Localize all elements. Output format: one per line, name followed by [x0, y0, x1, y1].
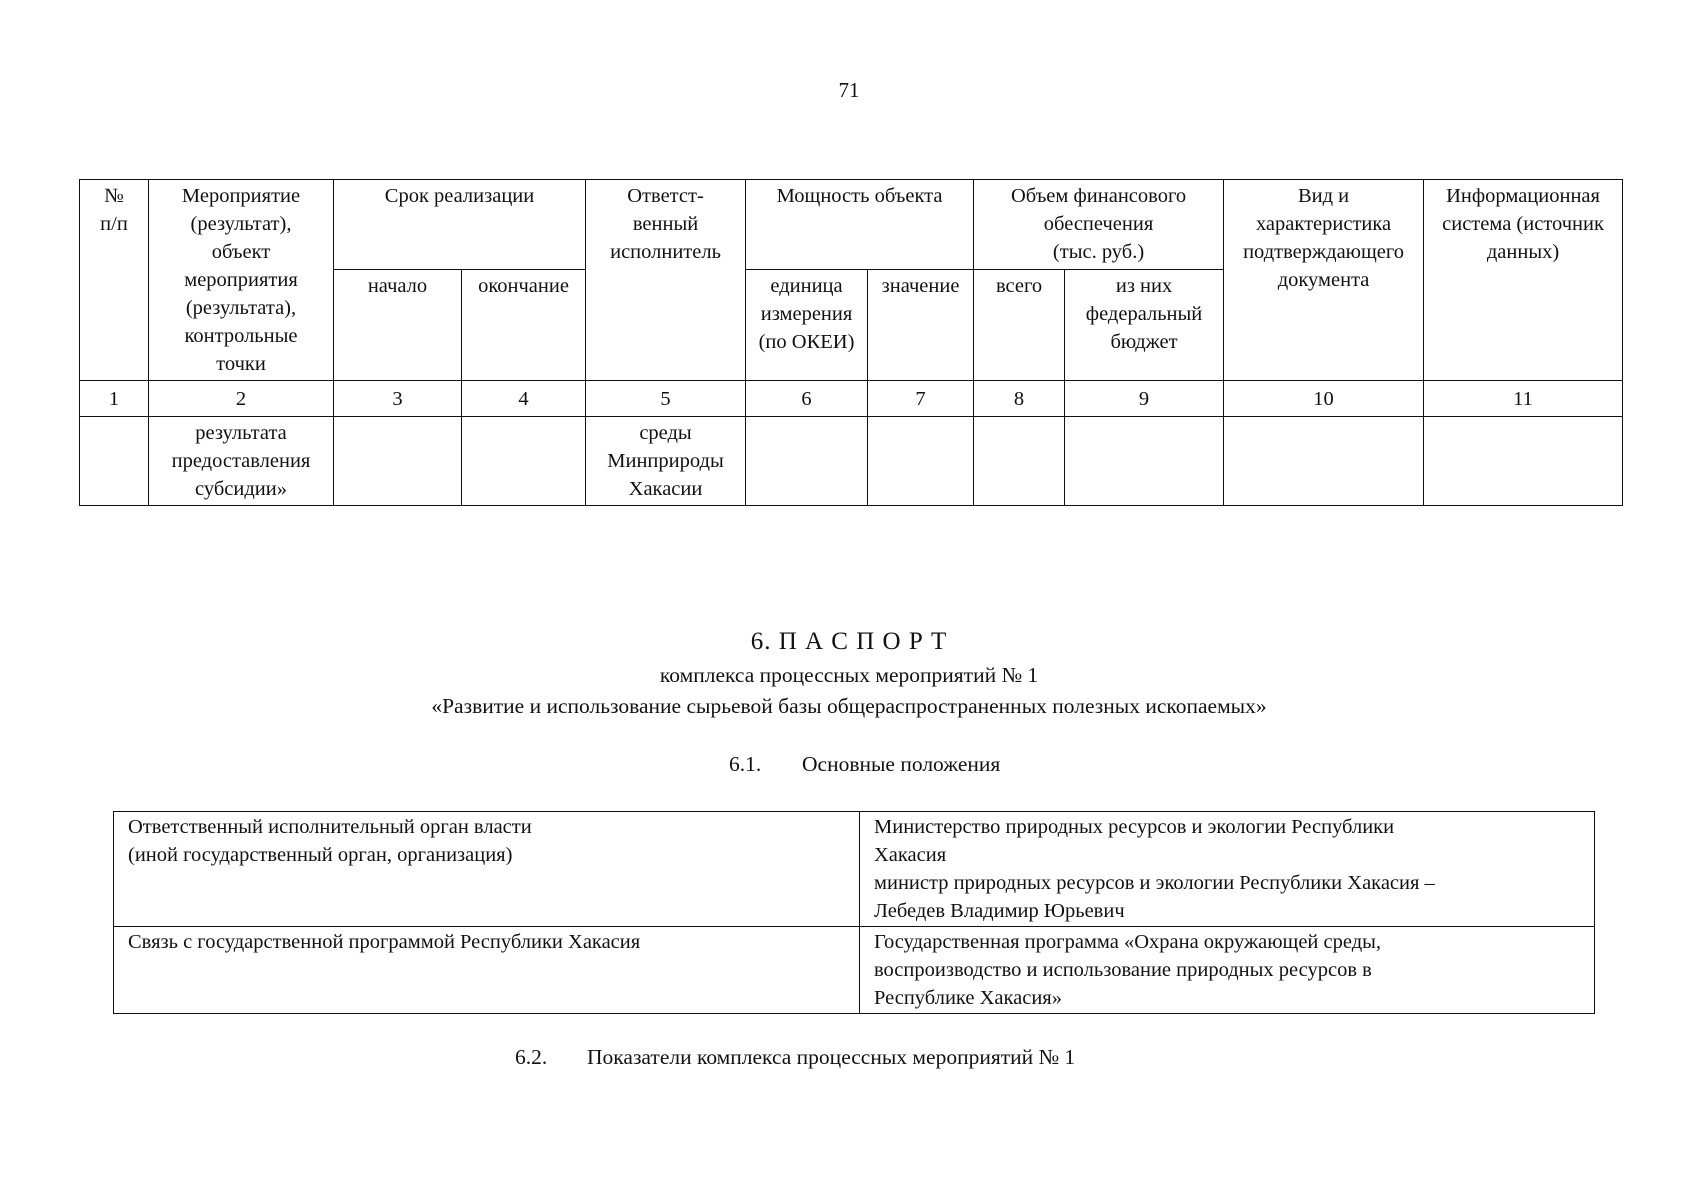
provisions-label: Ответственный исполнительный орган власти (иной государственный орган, организация) — [114, 812, 860, 927]
cell-info-system — [1424, 417, 1623, 506]
cell-term-start — [334, 417, 462, 506]
passport-name: «Развитие и использование сырьевой базы общераспространенных полезных ископаемых» — [431, 694, 1267, 718]
header-num: № п/п — [80, 180, 149, 381]
header-capacity: Мощность объекта — [746, 180, 974, 270]
header-event: Мероприятие (результат), объект мероприятия (результата), контрольные точки — [149, 180, 334, 381]
section-6-2-number: 6.2. — [515, 1045, 548, 1069]
main-provisions-table — [113, 811, 1595, 1014]
column-number: 9 — [1065, 381, 1224, 417]
header-term-start: начало — [334, 270, 462, 381]
header-term-end: окончание — [462, 270, 586, 381]
page-number: 71 — [838, 78, 860, 102]
header-term: Срок реализации — [334, 180, 586, 270]
table-row — [80, 417, 1623, 506]
header-finance-federal: из них федеральный бюджет — [1065, 270, 1224, 381]
cell-term-end — [462, 417, 586, 506]
table-row — [114, 812, 1595, 927]
cell-responsible: среды Минприроды Хакасии — [586, 417, 746, 506]
section-6-1-title: Основные положения — [802, 752, 1001, 776]
table-row — [114, 927, 1595, 1014]
cell-event: результата предоставления субсидии» — [149, 417, 334, 506]
cell-finance-federal — [1065, 417, 1224, 506]
cell-num — [80, 417, 149, 506]
column-number: 10 — [1224, 381, 1424, 417]
section-6-2-title: Показатели комплекса процессных мероприятий № 1 — [587, 1045, 1076, 1069]
header-document: Вид и характеристика подтверждающего документа — [1224, 180, 1424, 381]
column-number: 7 — [868, 381, 974, 417]
header-capacity-unit: единица измерения (по ОКЕИ) — [746, 270, 868, 381]
column-number: 3 — [334, 381, 462, 417]
cell-capacity-unit — [746, 417, 868, 506]
column-number: 6 — [746, 381, 868, 417]
header-info-system: Информационная система (источник данных) — [1424, 180, 1623, 381]
provisions-value: Министерство природных ресурсов и экологии Республики Хакасия министр природных ресурсов и экологии Республики Хакасия – Лебедев Владимир Юрьевич — [860, 812, 1595, 927]
events-table — [79, 179, 1623, 506]
column-number: 11 — [1424, 381, 1623, 417]
section-6-1-number: 6.1. — [729, 752, 762, 776]
header-responsible: Ответст- венный исполнитель — [586, 180, 746, 381]
passport-title: 6. П А С П О Р Т — [750, 628, 948, 655]
header-finance: Объем финансового обеспечения (тыс. руб.) — [974, 180, 1224, 270]
column-number: 8 — [974, 381, 1065, 417]
passport-subtitle: комплекса процессных мероприятий № 1 — [659, 663, 1039, 687]
header-capacity-value: значение — [868, 270, 974, 381]
provisions-label: Связь с государственной программой Республики Хакасия — [114, 927, 860, 1014]
column-number: 2 — [149, 381, 334, 417]
column-number: 5 — [586, 381, 746, 417]
cell-finance-total — [974, 417, 1065, 506]
column-number: 4 — [462, 381, 586, 417]
cell-document — [1224, 417, 1424, 506]
provisions-value: Государственная программа «Охрана окружающей среды, воспроизводство и использование природных ресурсов в Республике Хакасия» — [860, 927, 1595, 1014]
column-number: 1 — [80, 381, 149, 417]
cell-capacity-value — [868, 417, 974, 506]
header-finance-total: всего — [974, 270, 1065, 381]
